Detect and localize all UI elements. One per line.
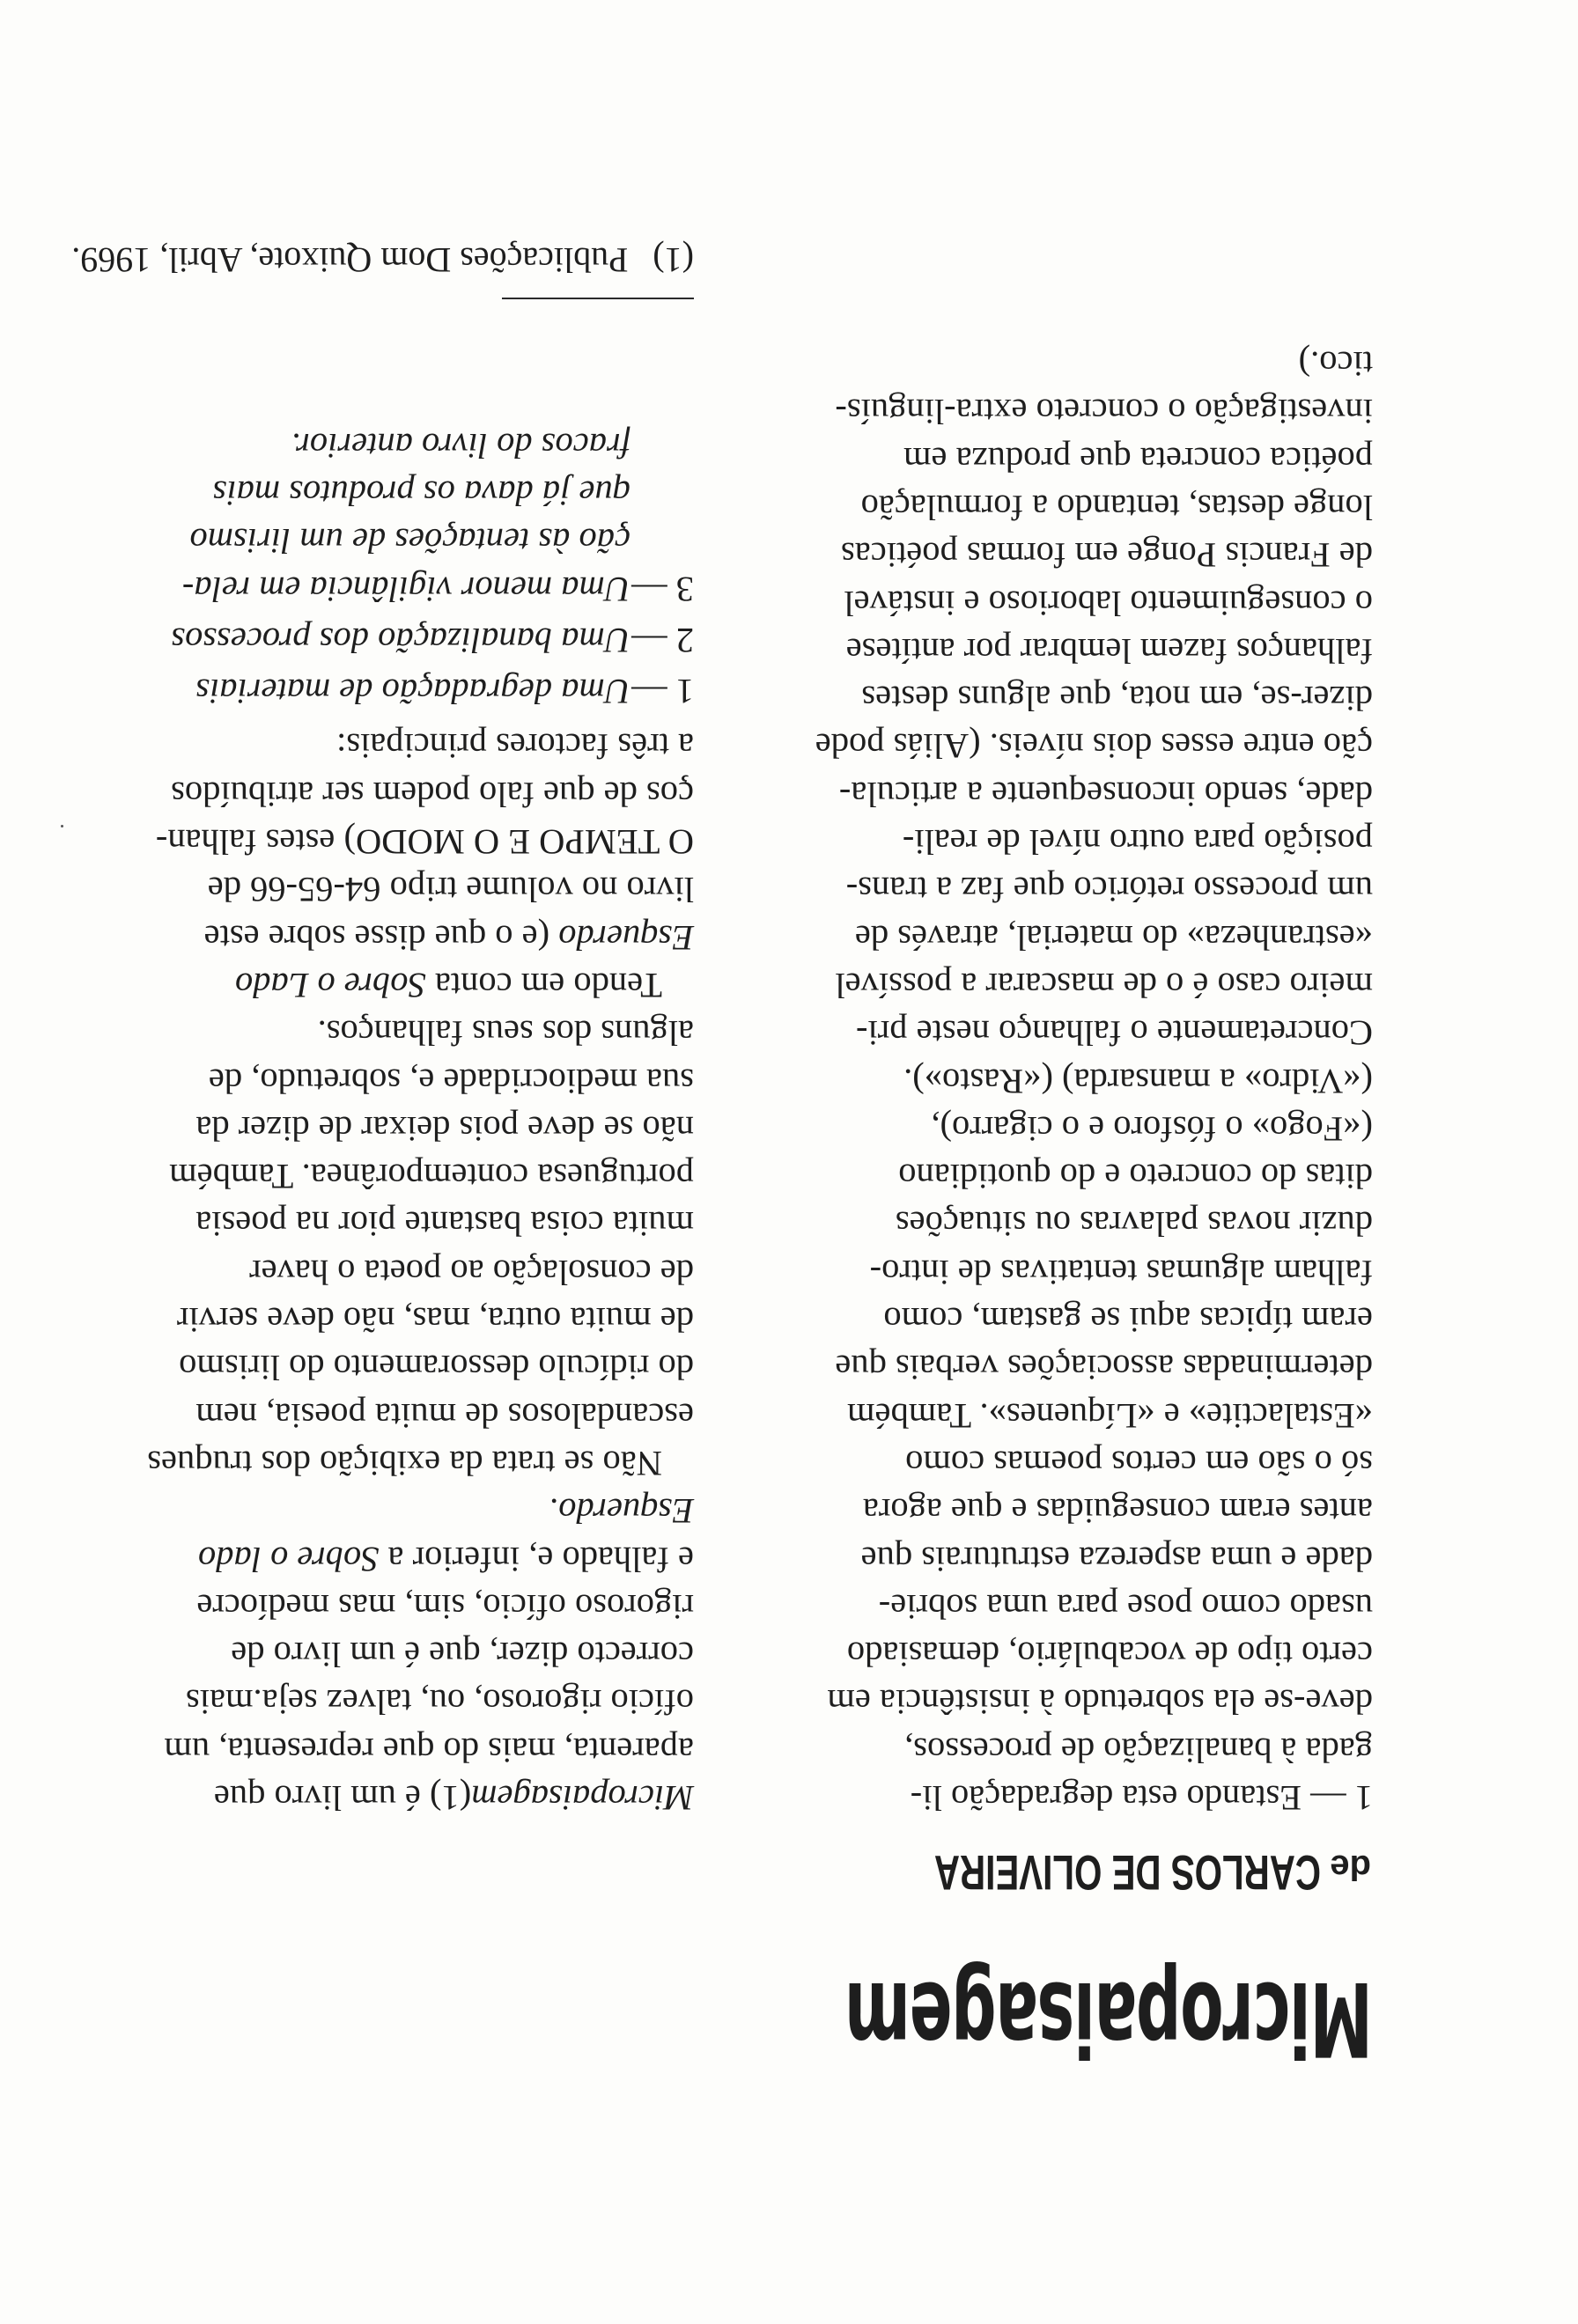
- paragraph: Não se trata da exibição dos truques escandalosos de muita poesia, nem do ridículo dessoramento do lirismo de muita outra, mas, não deve servir de consolação ao poeta o haver muita coisa bastante pior na poesia portuguesa contemporânea. Também não se deve pois deixar de dizer da sua mediocridade e, sobretudo, de alguns dos seus falhanços.: [147, 1013, 694, 1483]
- byline: [784, 1844, 1371, 1901]
- list-item-continuation: ção às tentações de um lirismo que já dava os produtos mais fracos do livro anterior.: [189, 425, 630, 562]
- author-name: CARLOS DE OLIVEIRA: [933, 1845, 1321, 1901]
- book-title: Micropaisagem: [471, 1778, 694, 1818]
- factor-list: [106, 421, 694, 715]
- list-number: 2 —: [631, 620, 694, 660]
- list-text: Uma degradação de materiais: [195, 672, 630, 712]
- list-number: 3 —: [631, 569, 694, 609]
- paragraph: 1 — Estando esta degradação li- gada à banalização de processos, deve-se ela sobretudo à insistência em certo tipo de vocabulário, demasiado usado como pose para uma sobrie- dade e uma aspereza estruturais que antes eram conseguidas e que agora só o são em certos poemas como «Estalactite» e «Líquenes». Também determinadas associações verbais que eram típicas aqui se gastam, como falham algumas tentativas de intro- duzir novas palavras ou situações ditas do concreto e do quotidiano («Fogo» o fósforo e o cigarro), («Vidro» a mansarda) («Rasto»). Concretamente o falhanço neste pri- meiro caso é o de mascarar a possível «estranheza» do material, através de um processo retórico que faz a trans- posição para outro nível de reali- dade, sendo inconsequente a articula- ção entre esses dois níveis. (Aliás pode dizer-se, em nota, que alguns destes falhanços fazem lembrar por antítese o conseguimento laborioso e instável de Francis Ponge em formas poéticas longe destas, tentando a formulação poética concreta que produza em investigação o concreto extra-linguís- tico.): [815, 344, 1373, 1818]
- paper-speck: [61, 825, 63, 827]
- book-title-ref: Sobre o lado Esquerdo: [197, 1491, 694, 1579]
- intro-paragraph: [106, 1487, 694, 1821]
- left-column: [785, 340, 1373, 1821]
- paragraph: [106, 722, 694, 1009]
- intro-text: é um livro que aparenta, mais do que representa, um ofício rigoroso, ou, talvez seja.mais correcto dizer, que é um livro de rigoroso ofício, sim, mas medíocre e falhado e, inferior a: [164, 1539, 694, 1818]
- list-item: [106, 616, 694, 664]
- list-item: [106, 564, 694, 612]
- footnote-divider: [502, 298, 694, 299]
- intro-end: .: [549, 1491, 559, 1532]
- byline-prefix: de: [1330, 1848, 1371, 1886]
- book-title-ref: Sobre o Lado Esquerdo: [235, 917, 694, 1005]
- para3-rest: (e o que disse sobre este livro no volume tripo 64-65-66 de O TEMPO E O MODO) estes falhan- ços de que falo podem ser atribuídos a três factores principais:: [155, 726, 694, 958]
- list-number: 1 —: [631, 672, 694, 712]
- article-title: Micropaisagem: [845, 1959, 1373, 2078]
- list-item: [106, 667, 694, 715]
- list-text: Uma banalização dos processos: [171, 620, 630, 660]
- footnote-text: Publicações Dom Quixote, Abril, 1969.: [71, 240, 629, 280]
- footnote-marker: (1): [653, 240, 694, 280]
- footnote-ref: (1): [430, 1778, 472, 1818]
- footnote: [71, 236, 694, 283]
- para3-start: Tendo em conta: [425, 965, 662, 1005]
- right-column: [106, 421, 694, 1821]
- list-text: Uma menor vigilância em rela-: [181, 569, 630, 609]
